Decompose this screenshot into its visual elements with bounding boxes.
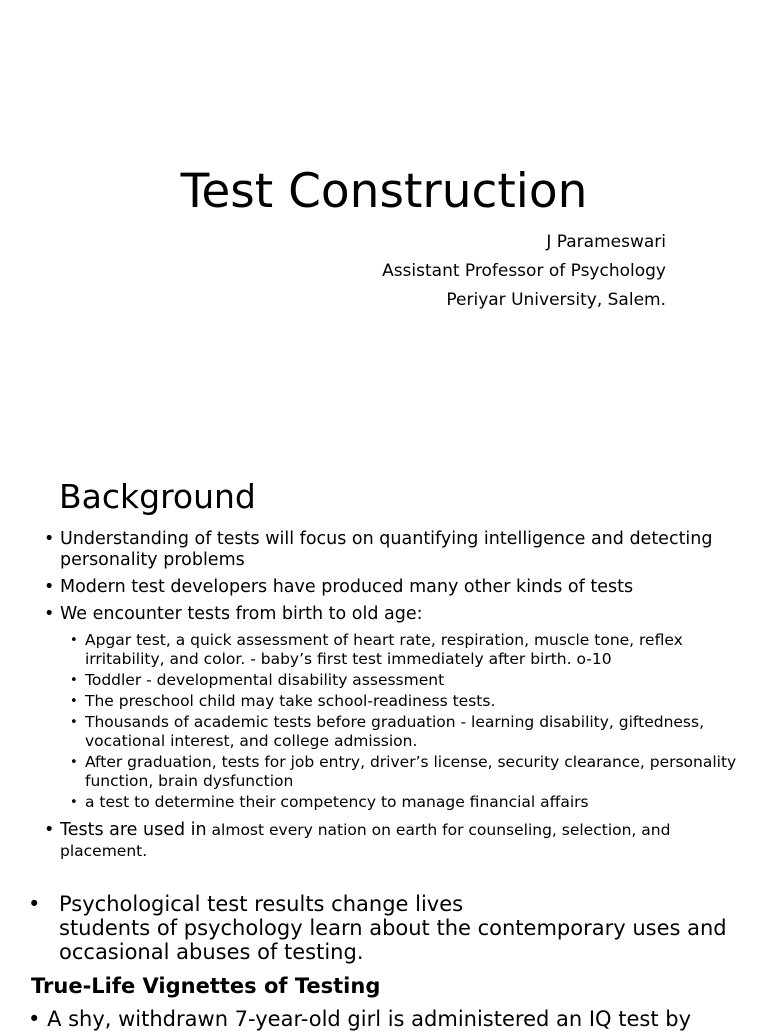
bullet-item: • A shy, withdrawn 7-year-old girl is administered an IQ test by	[28, 1007, 692, 1031]
bullet-lead-text: Tests are used in	[60, 820, 207, 840]
background-slide	[0, 450, 768, 875]
bullet-text: A shy, withdrawn 7-year-old girl is administered an IQ test by	[47, 1007, 692, 1031]
bullet-item	[28, 892, 728, 964]
title-slide	[0, 0, 768, 450]
sub-bullet-item: • Toddler - developmental disability assessment	[70, 671, 744, 690]
bullet-dot: •	[28, 892, 41, 916]
slide-title: Test Construction	[180, 164, 588, 219]
sub-bullet-item: • The preschool child may take school-readiness tests.	[70, 692, 744, 711]
sub-bullet-item: • Apgar test, a quick assessment of heart rate, respiration, muscle tone, reflex irritability, and color. - baby’s first test immediately after birth. o-10	[70, 631, 744, 669]
bullet-line-1: Psychological test results change lives	[59, 892, 464, 916]
bullet-rest-text: almost every nation on earth for counseling, selection, and placement.	[60, 821, 671, 860]
sub-bullet-list	[44, 631, 744, 812]
author-affiliation: Periyar University, Salem.	[446, 290, 666, 310]
bullet-list	[44, 529, 744, 868]
bullet-item: • We encounter tests from birth to old age:	[44, 604, 744, 625]
sub-bullet-item: • Thousands of academic tests before graduation - learning disability, giftedness, vocational interest, and college admission.	[70, 713, 744, 751]
bullet-item: • Modern test developers have produced many other kinds of tests	[44, 577, 744, 598]
author-designation: Assistant Professor of Psychology	[382, 261, 666, 281]
section-heading: True-Life Vignettes of Testing	[31, 974, 381, 998]
bullet-line-2: students of psychology learn about the contemporary uses and occasional abuses of testing.	[59, 916, 727, 964]
vignettes-slide	[0, 875, 768, 1031]
author-block	[382, 228, 666, 315]
bullet-item: • Understanding of tests will focus on quantifying intelligence and detecting personality problems	[44, 529, 744, 571]
bullet-item	[44, 820, 744, 862]
background-title: Background	[59, 477, 256, 516]
sub-bullet-item: • a test to determine their competency to manage financial affairs	[70, 793, 744, 812]
author-name: J Parameswari	[546, 232, 666, 252]
sub-bullet-item: • After graduation, tests for job entry, driver’s license, security clearance, personality function, brain dysfunction	[70, 753, 744, 791]
